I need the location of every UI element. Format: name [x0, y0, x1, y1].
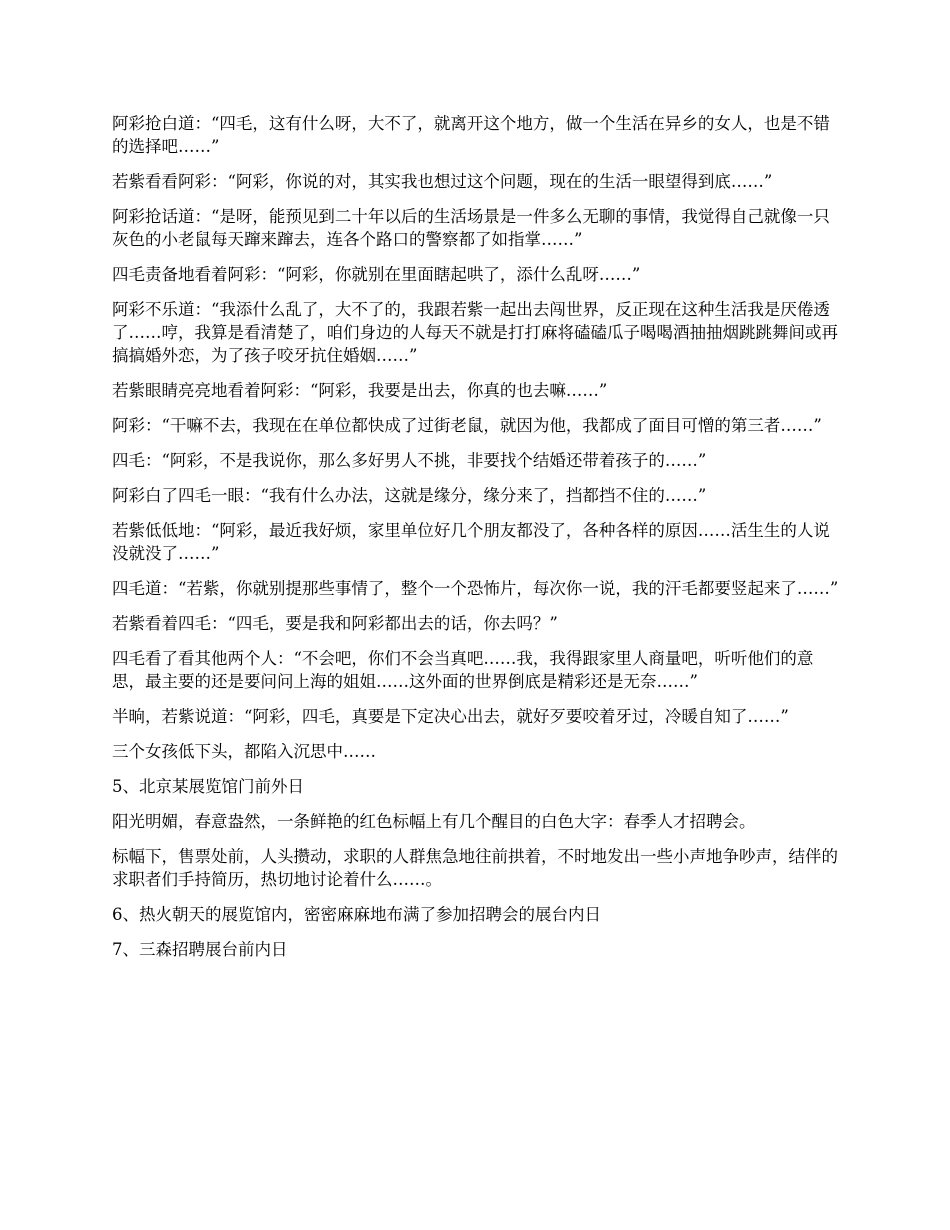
paragraph-10: 若紫低低地：“阿彩，最近我好烦，家里单位好几个朋友都没了，各种各样的原因……活生生的人说没就没了……” — [112, 521, 830, 563]
document-page — [112, 112, 842, 973]
paragraph-6: 若紫眼睛亮亮地看着阿彩：“阿彩，我要是出去，你真的也去嘛……” — [112, 381, 608, 400]
paragraph-5: 阿彩不乐道：“我添什么乱了，大不了的，我跟若紫一起出去闯世界，反正现在这种生活我是厌倦透了……哼，我算是看清楚了，咱们身边的人每天不就是打打麻将磕磕瓜子喝喝酒抽抽烟跳跳舞间或再搞搞婚外恋，为了孩子咬牙抗住婚姻……” — [112, 300, 838, 365]
paragraph-3: 阿彩抢话道：“是呀，能预见到二十年以后的生活场景是一件多么无聊的事情，我觉得自己就像一只灰色的小老鼠每天蹿来蹿去，连各个路口的警察都了如指掌……” — [112, 207, 830, 249]
paragraph-7: 阿彩：“干嘛不去，我现在在单位都快成了过街老鼠，就因为他，我都成了面目可憎的第三者……” — [112, 416, 822, 435]
paragraph-13: 四毛看了看其他两个人：“不会吧，你们不会当真吧……我，我得跟家里人商量吧，听听他们的意思，最主要的还是要问问上海的姐姐……这外面的世界倒底是精彩还是无奈……” — [112, 649, 814, 691]
paragraph-14: 半晌，若紫说道：“阿彩，四毛，真要是下定决心出去，就好歹要咬着牙过，冷暖自知了……” — [112, 707, 789, 726]
paragraph-18: 标幅下，售票处前，人头攒动，求职的人群焦急地往前拱着，不时地发出一些小声地争吵声，结伴的求职者们手持简历，热切地讨论着什么……。 — [112, 847, 838, 889]
paragraph-4: 四毛责备地看着阿彩：“阿彩，你就别在里面瞎起哄了，添什么乱呀……” — [112, 265, 641, 284]
scene-heading-5: 5、北京某展览馆门前外日 — [112, 777, 304, 796]
paragraph-15: 三个女孩低下头，都陷入沉思中…… — [112, 742, 376, 761]
paragraph-1: 阿彩抢白道：“四毛，这有什么呀，大不了，就离开这个地方，做一个生活在异乡的女人，也是不错的选择吧……” — [112, 114, 830, 156]
paragraph-9: 阿彩白了四毛一眼：“我有什么办法，这就是缘分，缘分来了，挡都挡不住的……” — [112, 486, 707, 505]
scene-heading-6: 6、热火朝天的展览馆内，密密麻麻地布满了参加招聘会的展台内日 — [112, 905, 601, 924]
scene-heading-7: 7、三森招聘展台前内日 — [112, 940, 288, 959]
paragraph-11: 四毛道：“若紫，你就别提那些事情了，整个一个恐怖片，每次你一说，我的汗毛都要竖起来了……” — [112, 579, 839, 598]
paragraph-8: 四毛：“阿彩，不是我说你，那么多好男人不挑，非要找个结婚还带着孩子的……” — [112, 451, 707, 470]
paragraph-2: 若紫看看阿彩：“阿彩，你说的对，其实我也想过这个问题，现在的生活一眼望得到底……” — [112, 172, 773, 191]
paragraph-12: 若紫看着四毛：“四毛，要是我和阿彩都出去的话，你去吗？” — [112, 614, 558, 633]
paragraph-17: 阳光明媚，春意盎然，一条鲜艳的红色标幅上有几个醒目的白色大字：春季人才招聘会。 — [112, 812, 756, 831]
